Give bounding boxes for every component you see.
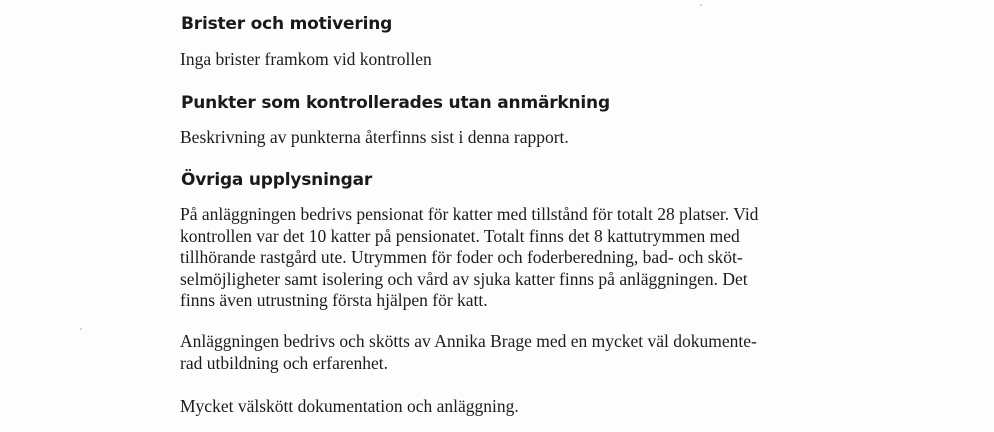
heading-punkter-utan-anmarkning: Punkter som kontrollerades utan anmärkning — [181, 93, 610, 113]
text-punkter: Beskrivning av punkterna återfinns sist i denna rapport. — [180, 127, 569, 147]
paragraph-line: selmöjligheter samt isolering och vård av sjuka katter finns på anläggningen. Det — [180, 268, 748, 289]
heading-brister-och-motivering: Brister och motivering — [181, 14, 393, 34]
paragraph-line: tillhörande rastgård ute. Utrymmen för foder och foderberedning, bad- och sköt- — [180, 247, 743, 267]
scan-speck — [700, 4, 702, 6]
paragraph-line: kontrollen var det 10 katter på pensionatet. Totalt finns det 8 kattutrymmen med — [180, 225, 740, 246]
paragraph-line: rad utbildning och erfarenhet. — [180, 352, 388, 373]
paragraph-annika-brage — [180, 331, 757, 374]
paragraph-line: finns även utrustning första hjälpen för katt. — [180, 290, 488, 310]
paragraph-line: Anläggningen bedrivs och skötts av Annika Brage med en mycket väl dokumente- — [180, 331, 757, 351]
paragraph-pensionat — [180, 204, 758, 312]
text-brister: Inga brister framkom vid kontrollen — [180, 49, 432, 69]
heading-ovriga-upplysningar: Övriga upplysningar — [181, 170, 373, 190]
text-valskott-dokumentation: Mycket välskött dokumentation och anläggning. — [180, 396, 519, 416]
scan-speck — [80, 328, 82, 330]
paragraph-line: På anläggningen bedrivs pensionat för katter med tillstånd för totalt 28 platser. Vid — [180, 204, 759, 224]
